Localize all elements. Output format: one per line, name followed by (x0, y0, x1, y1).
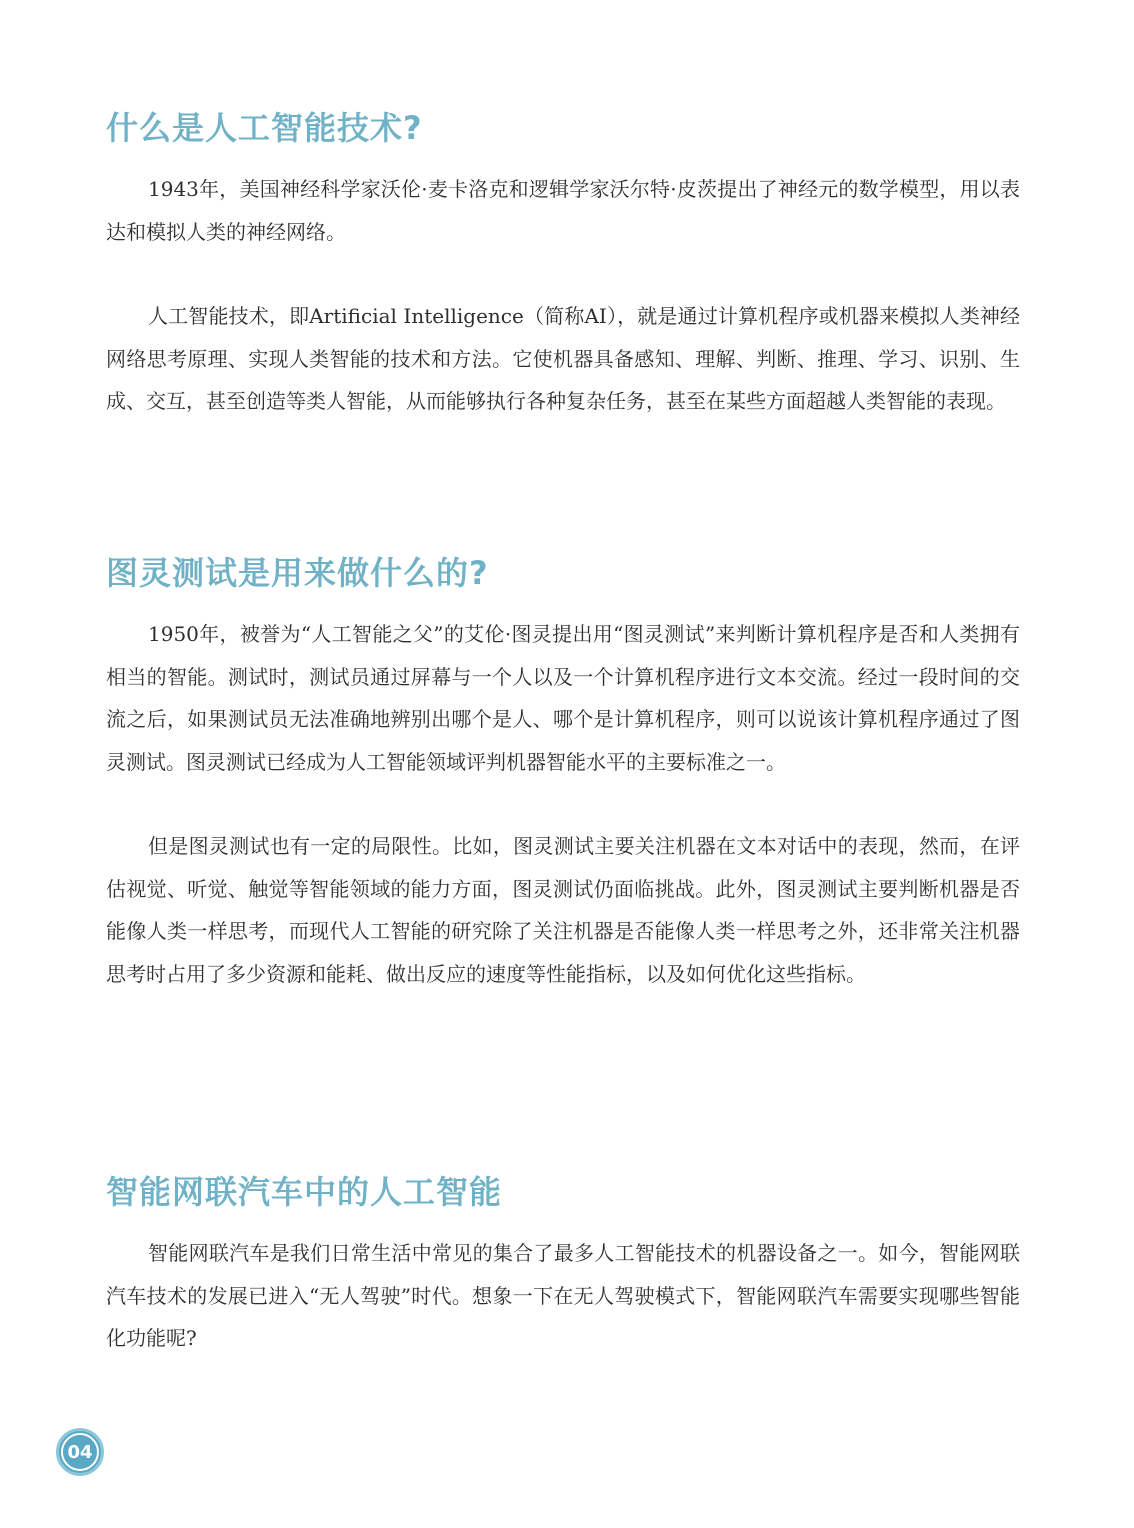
section-heading: 智能网联汽车中的人工智能 (106, 1173, 503, 1211)
section-what-is-ai (106, 108, 1020, 423)
paragraph: 人工智能技术，即Artificial Intelligence（简称AI），就是通过计算机程序或机器来模拟人类神经网络思考原理、实现人类智能的技术和方法。它使机器具备感知、理解、判断、推理、学习、识别、生成、交互，甚至创造等类人智能，从而能够执行各种复杂任务，甚至在某些方面超越人类智能的表现。 (106, 304, 1020, 413)
paragraph: 1950年，被誉为“人工智能之父”的艾伦·图灵提出用“图灵测试”来判断计算机程序是否和人类拥有相当的智能。测试时，测试员通过屏幕与一个人以及一个计算机程序进行文本交流。经过一段时间的交流之后，如果测试员无法准确地辨别出哪个是人、哪个是计算机程序，则可以说该计算机程序通过了图灵测试。图灵测试已经成为人工智能领域评判机器智能水平的主要标准之一。 (106, 622, 1020, 774)
page-number: 04 (61, 1433, 99, 1471)
section-connected-vehicles (106, 1172, 1020, 1360)
section-heading: 图灵测试是用来做什么的? (106, 554, 489, 592)
paragraph: 1943年，美国神经科学家沃伦·麦卡洛克和逻辑学家沃尔特·皮茨提出了神经元的数学模型，用以表达和模拟人类的神经网络。 (106, 177, 1020, 244)
section-heading: 什么是人工智能技术? (106, 109, 423, 147)
paragraph: 智能网联汽车是我们日常生活中常见的集合了最多人工智能技术的机器设备之一。如今，智能网联汽车技术的发展已进入“无人驾驶”时代。想象一下在无人驾驶模式下，智能网联汽车需要实现哪些智能化功能呢? (106, 1241, 1020, 1350)
section-turing-test (106, 553, 1020, 995)
page-number-badge (56, 1428, 104, 1476)
paragraph: 但是图灵测试也有一定的局限性。比如，图灵测试主要关注机器在文本对话中的表现，然而，在评估视觉、听觉、触觉等智能领域的能力方面，图灵测试仍面临挑战。此外，图灵测试主要判断机器是否能像人类一样思考，而现代人工智能的研究除了关注机器是否能像人类一样思考之外，还非常关注机器思考时占用了多少资源和能耗、做出反应的速度等性能指标，以及如何优化这些指标。 (106, 834, 1020, 986)
